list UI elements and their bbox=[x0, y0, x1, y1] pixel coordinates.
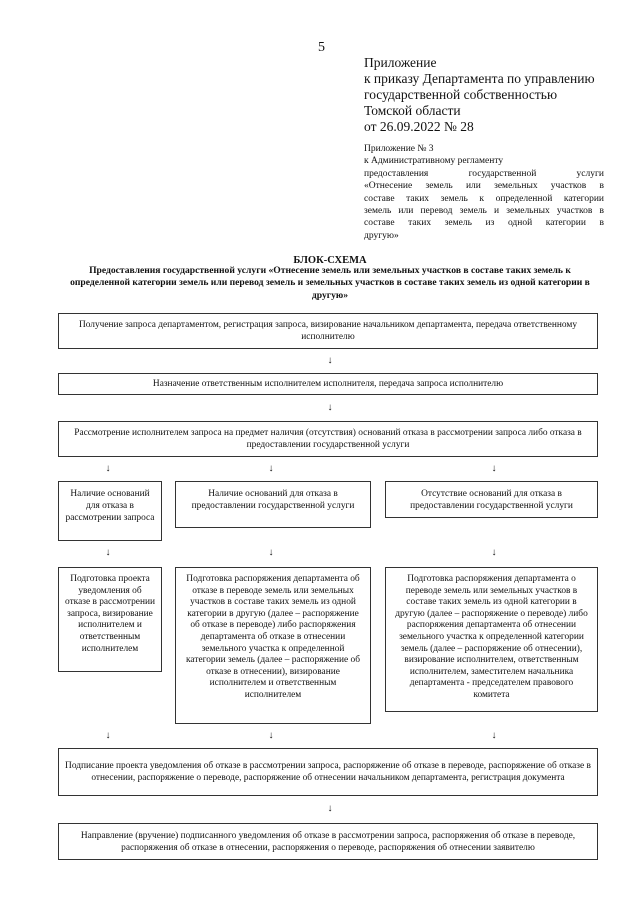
step-review-request: Рассмотрение исполнителем запроса на предмет наличия (отсутствия) оснований отказа в рассмотрении запроса либо отказа в предоставлении государственной услуги bbox=[58, 421, 598, 457]
branch-refuse-review: Наличие оснований для отказа в рассмотрении запроса bbox=[58, 481, 162, 541]
arrow-down-icon: ↓ bbox=[491, 547, 497, 558]
arrow-down-icon: ↓ bbox=[327, 402, 333, 413]
appendix-main-line: Томской области bbox=[364, 103, 461, 118]
arrow-down-icon: ↓ bbox=[491, 463, 497, 474]
arrow-down-icon: ↓ bbox=[105, 463, 111, 474]
appendix-regulation-line: к Административному регламенту bbox=[364, 156, 504, 167]
appendix-regulation-line: составе таких земель из одной категории в bbox=[364, 218, 604, 229]
appendix-regulation-line: «Отнесение земель или земельных участков в bbox=[364, 181, 604, 192]
arrow-down-icon: ↓ bbox=[268, 463, 274, 474]
arrow-down-icon: ↓ bbox=[268, 730, 274, 741]
step-delivery: Направление (вручение) подписанного уведомления об отказе в рассмотрении запроса, распоряжения об отказе в переводе, распоряжения об отказе в отнесении, распоряжения о переводе, распоряжения об отнесении заявителю bbox=[58, 823, 598, 860]
appendix-main-line: Приложение bbox=[364, 55, 437, 70]
appendix-regulation-line: Приложение № 3 bbox=[364, 144, 434, 154]
page-number: 5 bbox=[318, 40, 325, 55]
arrow-down-icon: ↓ bbox=[327, 355, 333, 366]
arrow-down-icon: ↓ bbox=[327, 803, 333, 814]
appendix-regulation-line: другую» bbox=[364, 230, 399, 241]
branch-no-refusal: Отсутствие оснований для отказа в предоставлении государственной услуги bbox=[385, 481, 598, 518]
arrow-down-icon: ↓ bbox=[105, 547, 111, 558]
appendix-main-block bbox=[364, 55, 624, 135]
appendix-main-line: к приказу Департамента по управлению bbox=[364, 71, 595, 86]
prep-refusal-notice: Подготовка проекта уведомления об отказе в рассмотрении запроса, визирование исполнителем и ответственным исполнителем bbox=[58, 567, 162, 672]
flowchart-subtitle: Предоставления государственной услуги «Отнесение земель или земельных участков в составе таких земель к определенной категории земель или перевод земель и земельных участков в составе таких земель из одной категории в другую» bbox=[70, 265, 590, 301]
branch-refuse-service: Наличие оснований для отказа в предоставлении государственной услуги bbox=[175, 481, 371, 528]
flowchart-title: БЛОК-СХЕМА bbox=[293, 255, 367, 266]
appendix-regulation-block bbox=[364, 143, 604, 242]
arrow-down-icon: ↓ bbox=[268, 547, 274, 558]
prep-approval-order: Подготовка распоряжения департамента о переводе земель или земельных участков в составе таких земель из одной категории в другую (далее – распоряжение о переводе) либо распоряжения департамента об отнесении земельного участка к определенной категории земель (далее – распоряжение об отнесении), визирование исполнителем, ответственным исполнителем, заместителем начальника департамента - председателем правового комитета bbox=[385, 567, 598, 712]
step-receive-request: Получение запроса департаментом, регистрация запроса, визирование начальником департамента, передача ответственному исполнителю bbox=[58, 313, 598, 349]
prep-refusal-order: Подготовка распоряжения департамента об отказе в переводе земель или земельных участков в составе таких земель из одной категории в другую (далее – распоряжение об отказе в переводе) либо распоряжения департамента об отказе в отнесении земельного участка к определенной категории земель (далее – распоряжение об отказе в отнесении), визирование исполнителем и ответственным исполнителем bbox=[175, 567, 371, 724]
appendix-regulation-line: земель или перевод земель и земельных участков в bbox=[364, 205, 604, 216]
appendix-main-line: от 26.09.2022 № 28 bbox=[364, 119, 474, 134]
appendix-main-line: государственной собственностью bbox=[364, 87, 558, 102]
appendix-regulation-line: предоставления государственной услуги bbox=[364, 168, 604, 179]
step-signing: Подписание проекта уведомления об отказе в рассмотрении запроса, распоряжение об отказе в переводе, распоряжение об отказе в отнесении, распоряжение о переводе, распоряжение об отнесении начальником департамента, регистрация документа bbox=[58, 748, 598, 796]
step-assign-executor: Назначение ответственным исполнителем исполнителя, передача запроса исполнителю bbox=[58, 373, 598, 395]
appendix-regulation-line: составе таких земель к определенной категории bbox=[364, 193, 604, 204]
arrow-down-icon: ↓ bbox=[491, 730, 497, 741]
arrow-down-icon: ↓ bbox=[105, 730, 111, 741]
